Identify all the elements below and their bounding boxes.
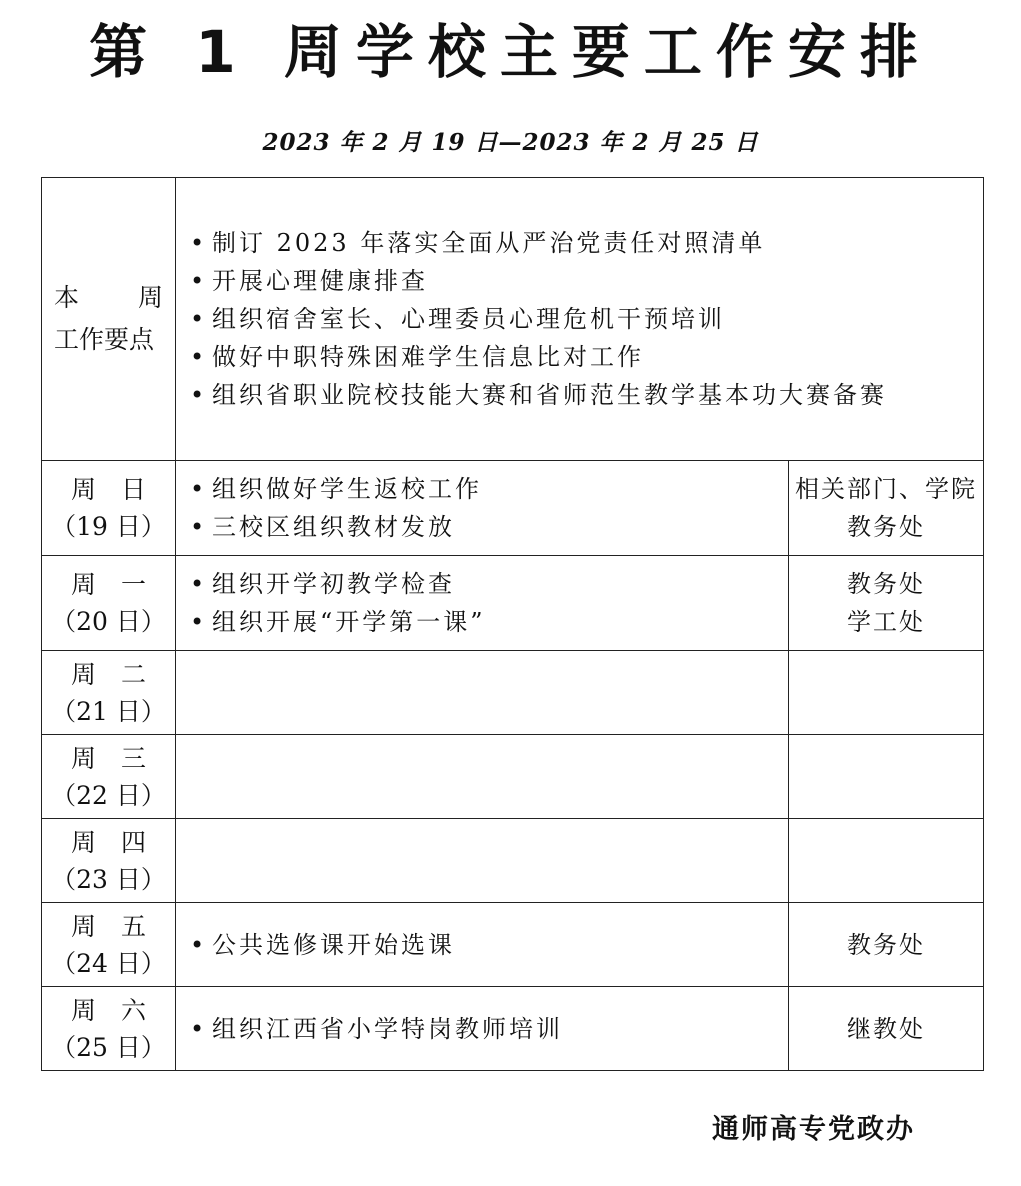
list-item: • 做好中职特殊困难学生信息比对工作 xyxy=(190,338,971,376)
key-label-char-1: 本 xyxy=(54,283,80,312)
bullet-icon: • xyxy=(190,513,205,541)
dept-name: 教务处 xyxy=(847,930,925,959)
table-row xyxy=(42,735,984,819)
list-item: • 组织宿舍室长、心理委员心理危机干预培训 xyxy=(190,300,971,338)
day-date: （25 日） xyxy=(51,1032,166,1062)
table-row xyxy=(42,461,984,556)
key-points-label xyxy=(42,178,176,461)
day-name: 周 四 xyxy=(70,827,146,857)
day-name: 周 二 xyxy=(70,659,146,689)
dept-cell xyxy=(789,461,984,556)
bullet-icon: • xyxy=(190,608,205,636)
dept-cell xyxy=(789,651,984,735)
table-row xyxy=(42,903,984,987)
bullet-icon: • xyxy=(190,229,205,257)
list-item: • 公共选修课开始选课 xyxy=(190,926,776,964)
dept-name: 教务处 xyxy=(847,513,925,541)
list-item: • 组织做好学生返校工作 xyxy=(190,470,776,508)
dept-cell xyxy=(789,819,984,903)
dept-name: 教务处 xyxy=(847,570,925,598)
bullet-icon: • xyxy=(190,305,205,333)
tasks-cell xyxy=(176,461,789,556)
day-date: （21 日） xyxy=(51,696,166,726)
day-name: 周 五 xyxy=(70,911,146,941)
tasks-cell xyxy=(176,556,789,651)
day-cell xyxy=(42,651,176,735)
day-cell xyxy=(42,819,176,903)
key-points-list xyxy=(176,178,984,461)
tasks-cell xyxy=(176,735,789,819)
day-cell xyxy=(42,461,176,556)
day-name: 周 三 xyxy=(70,743,146,773)
dept-cell xyxy=(789,735,984,819)
dept-cell xyxy=(789,987,984,1071)
page-title: 第 1 周学校主要工作安排 xyxy=(89,18,932,86)
list-item: • 制订 2023 年落实全面从严治党责任对照清单 xyxy=(190,224,971,262)
key-label-line-2: 工作要点 xyxy=(54,325,155,354)
bullet-icon: • xyxy=(190,570,205,598)
day-date: （24 日） xyxy=(51,948,166,978)
day-name: 周 一 xyxy=(70,570,146,599)
dept-cell xyxy=(789,903,984,987)
day-date: （22 日） xyxy=(51,780,166,810)
table-row xyxy=(42,987,984,1071)
dept-name: 相关部门、学院 xyxy=(795,475,977,503)
bullet-icon: • xyxy=(190,267,205,295)
day-cell xyxy=(42,987,176,1071)
tasks-cell xyxy=(176,903,789,987)
tasks-cell xyxy=(176,987,789,1071)
day-date: （20 日） xyxy=(51,607,166,636)
day-date: （19 日） xyxy=(51,512,166,541)
bullet-icon: • xyxy=(190,475,205,503)
day-name: 周 六 xyxy=(70,995,146,1025)
dept-cell xyxy=(789,556,984,651)
day-cell xyxy=(42,556,176,651)
table-row xyxy=(42,651,984,735)
list-item: • 组织开学初教学检查 xyxy=(190,565,776,603)
day-cell xyxy=(42,903,176,987)
bullet-icon: • xyxy=(190,930,205,959)
tasks-cell xyxy=(176,819,789,903)
footer-signature: 通师高专党政办 xyxy=(712,1114,915,1145)
day-name: 周 日 xyxy=(70,475,146,504)
list-item: • 三校区组织教材发放 xyxy=(190,508,776,546)
date-range: 2023 年 2 月 19 日—2023 年 2 月 25 日 xyxy=(262,129,759,156)
key-points-row xyxy=(42,178,984,461)
table-row xyxy=(42,819,984,903)
table-row xyxy=(42,556,984,651)
list-item: • 组织省职业院校技能大赛和省师范生教学基本功大赛备赛 xyxy=(190,376,971,414)
schedule-table xyxy=(41,177,984,1071)
day-cell xyxy=(42,735,176,819)
bullet-icon: • xyxy=(190,343,205,371)
dept-name: 继教处 xyxy=(847,1014,925,1043)
list-item: • 组织开展“开学第一课” xyxy=(190,603,776,641)
day-date: （23 日） xyxy=(51,864,166,894)
bullet-icon: • xyxy=(190,381,205,409)
tasks-cell xyxy=(176,651,789,735)
list-item: • 开展心理健康排查 xyxy=(190,262,971,300)
key-label-char-2: 周 xyxy=(137,283,163,312)
dept-name: 学工处 xyxy=(847,608,925,636)
bullet-icon: • xyxy=(190,1014,205,1043)
list-item: • 组织江西省小学特岗教师培训 xyxy=(190,1010,776,1048)
